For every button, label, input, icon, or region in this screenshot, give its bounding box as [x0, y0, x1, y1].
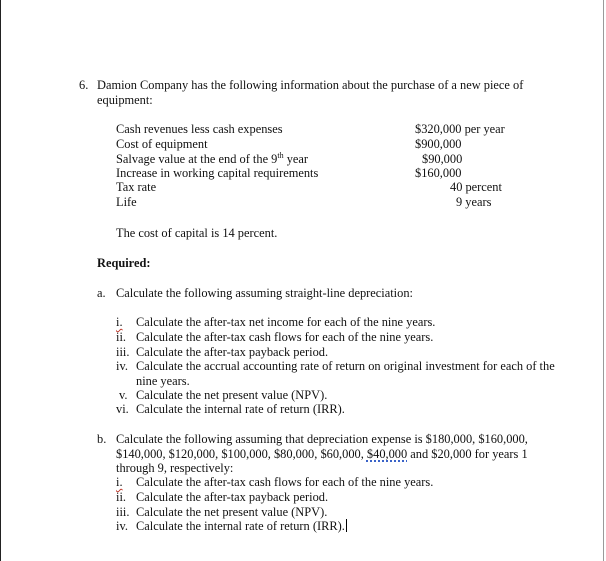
cost-of-capital: The cost of capital is 14 percent.	[116, 226, 278, 240]
part-a-item-5-text: Calculate the net present value (NPV).	[136, 388, 328, 402]
required-heading: Required:	[97, 256, 151, 270]
part-a-item-1-marker: i.	[116, 315, 123, 329]
part-a-item-2-marker: ii.	[116, 330, 126, 344]
part-a-text: Calculate the following assuming straight-line depreciation:	[116, 286, 413, 300]
part-a-item-1-text: Calculate the after-tax net income for each of the nine years.	[136, 315, 436, 329]
part-a-item-4-marker: iv.	[116, 359, 128, 373]
page-left-border	[0, 0, 1, 561]
part-b-item-4-line[interactable]	[136, 519, 347, 534]
part-a-item-4-text-cont: nine years.	[136, 374, 190, 388]
part-b-item-2-marker: ii.	[116, 490, 126, 504]
text-cursor	[346, 519, 347, 532]
question-intro-line2: equipment:	[97, 93, 153, 107]
part-a-item-4-text: Calculate the accrual accounting rate of return on original investment for each of the	[136, 359, 555, 373]
info-label-revenues: Cash revenues less cash expenses	[116, 122, 283, 136]
part-b-line1: Calculate the following assuming that depreciation expense is $180,000, $160,000,	[116, 432, 528, 446]
part-b-item-4-text: Calculate the internal rate of return (IRR).	[136, 519, 345, 533]
part-b-item-2-text: Calculate the after-tax payback period.	[136, 490, 329, 504]
part-a-marker: a.	[97, 286, 106, 300]
info-label-working-capital: Increase in working capital requirements	[116, 166, 319, 180]
info-value-working-capital: $160,000	[415, 166, 462, 180]
info-value-tax-rate: 40 percent	[450, 180, 502, 194]
page-right-border	[603, 0, 604, 561]
info-value-revenues: $320,000 per year	[415, 122, 505, 136]
part-a-item-6-marker: vi.	[116, 402, 129, 416]
info-label-tax-rate: Tax rate	[116, 180, 157, 194]
part-a-item-5-marker: v.	[119, 388, 128, 402]
part-b-item-1-text: Calculate the after-tax cash flows for each of the nine years.	[136, 475, 434, 489]
part-a-item-3-marker: iii.	[116, 345, 130, 359]
info-value-life: 9 years	[456, 195, 492, 209]
part-b-line2-post: and $20,000 for years 1	[407, 447, 528, 461]
part-b-item-4-marker: iv.	[116, 519, 128, 533]
part-a-item-2-text: Calculate the after-tax cash flows for each of the nine years.	[136, 330, 434, 344]
info-value-salvage: $90,000	[422, 152, 463, 166]
part-b-item-1-marker: i.	[116, 475, 123, 489]
part-b-item-3-text: Calculate the net present value (NPV).	[136, 505, 328, 519]
question-number: 6.	[79, 78, 89, 92]
part-b-line2-pre: $140,000, $120,000, $100,000, $80,000, $60,000,	[116, 447, 367, 461]
question-intro-line1: Damion Company has the following information about the purchase of a new piece of	[97, 78, 524, 92]
info-value-cost: $900,000	[415, 137, 462, 151]
part-b-line2	[116, 447, 528, 462]
part-b-item-3-marker: iii.	[116, 505, 130, 519]
part-a-item-6-text: Calculate the internal rate of return (IRR).	[136, 402, 345, 416]
part-b-line3: through 9, respectively:	[116, 461, 234, 475]
info-label-cost: Cost of equipment	[116, 137, 208, 151]
part-a-item-3-text: Calculate the after-tax payback period.	[136, 345, 329, 359]
part-b-line2-mark: $40,000	[366, 447, 408, 461]
part-b-marker: b.	[97, 432, 107, 446]
info-label-salvage: Salvage value at the end of the 9th year	[116, 150, 309, 166]
info-label-life: Life	[116, 195, 137, 209]
